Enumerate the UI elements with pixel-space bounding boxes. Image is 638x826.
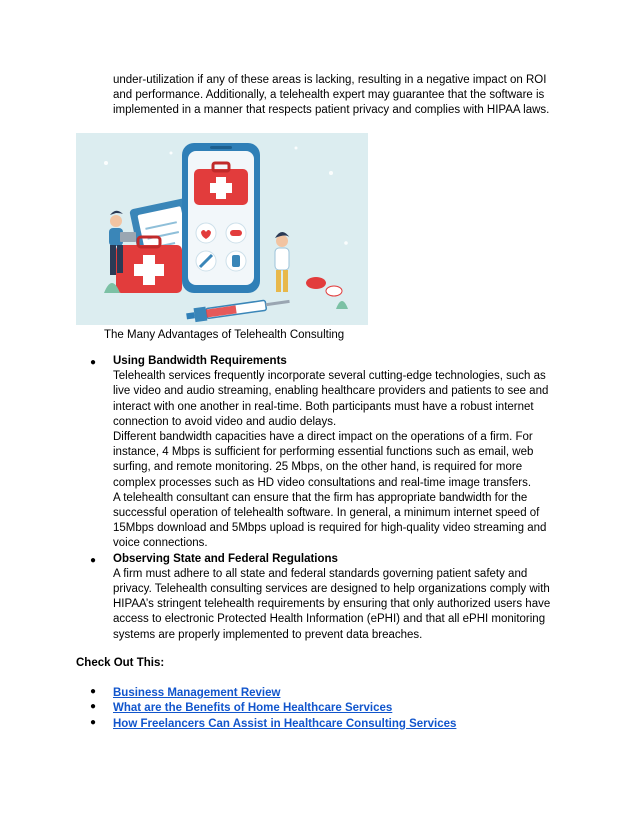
image-caption: The Many Advantages of Telehealth Consulting (104, 329, 345, 341)
link-business-management-review[interactable]: Business Management Review (113, 687, 281, 699)
bullet-list (90, 354, 560, 643)
telehealth-illustration-icon (76, 133, 368, 325)
list-item (90, 354, 560, 552)
bullet-paragraph: Different bandwidth capacities have a direct impact on the operations of a firm. For instance, 4 Mbps is sufficient for performing essential functions such as email, web surfing, and remote monitoring. 25 Mbps, on the other hand, is required for more complex processes such as HD video consultations and real-time image transfers. (113, 431, 534, 489)
check-out-heading: Check Out This: (76, 657, 165, 669)
telehealth-illustration (76, 133, 368, 325)
list-item (90, 683, 560, 698)
link-freelancers-healthcare-consulting[interactable]: How Freelancers Can Assist in Healthcare Consulting Services (113, 717, 457, 730)
bullet-icon: ● (90, 554, 97, 566)
bullet-icon: ● (90, 701, 97, 713)
bullet-heading: Using Bandwidth Requirements (113, 355, 287, 367)
link-home-healthcare-benefits[interactable]: What are the Benefits of Home Healthcare Services (113, 702, 393, 715)
list-item (90, 698, 560, 713)
bullet-heading: Observing State and Federal Regulations (113, 552, 338, 565)
related-links-list (90, 683, 560, 729)
bullet-icon: ● (90, 686, 97, 697)
bullet-icon: ● (90, 716, 97, 728)
bullet-icon: ● (90, 357, 97, 368)
list-item (90, 714, 560, 729)
bullet-paragraph: Telehealth services frequently incorporate several cutting-edge technologies, such as live video and audio streaming, enabling healthcare providers and patients to see and interact with one another in real-time. Both participants must have a robust internet connection to avoid video and audio delays. (113, 370, 549, 428)
bullet-paragraph: A telehealth consultant can ensure that the firm has appropriate bandwidth for the successful operation of telehealth software. In general, a minimum internet speed of 15Mbps download and 5Mbps upload is required for high-quality video streaming and voice connections. (113, 491, 547, 550)
intro-paragraph: under-utilization if any of these areas is lacking, resulting in a negative impact on ROI and performance. Additionally, a telehealth expert may guarantee that the software is implemented in a manner that respects patient privacy and complies with HIPAA laws. (113, 74, 550, 117)
list-item (90, 552, 560, 643)
bullet-paragraph: A firm must adhere to all state and federal standards governing patient safety and privacy. Telehealth consulting services are designed to help organizations comply with HIPAA’s stringent telehealth requirements by ensuring that only authorized users have access to electronic Protected Health Information (ePHI) and that all ePHI monitoring systems are properly implemented to prevent data breaches. (113, 567, 551, 641)
